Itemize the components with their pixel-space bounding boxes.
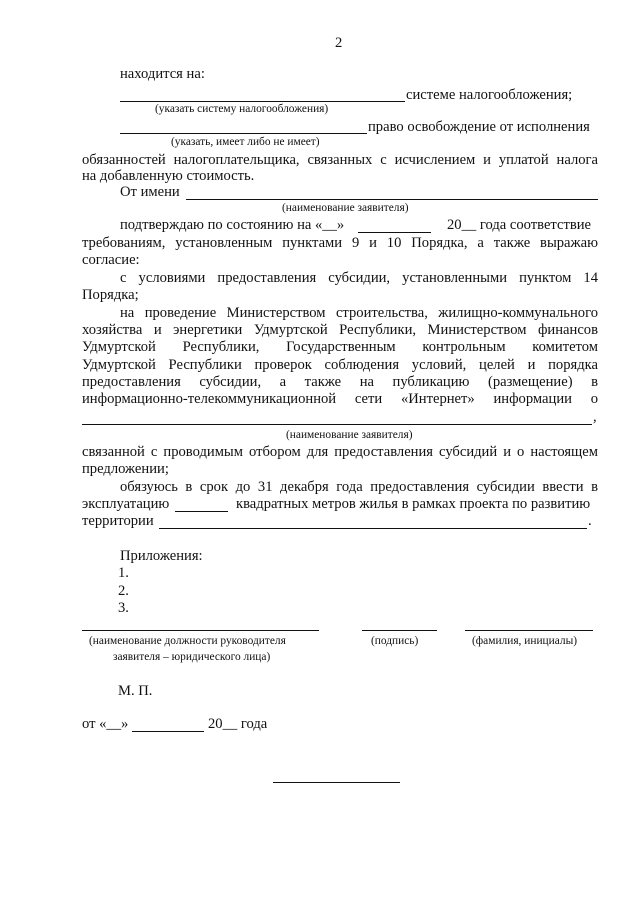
tax-exemption-caption: (указать, имеет либо не имеет) (171, 136, 320, 148)
attachment-item: 2. (118, 583, 129, 599)
stamp-label: М. П. (118, 683, 153, 699)
consent-p1-line-1: с условиями предоставления субсидии, установленными пунктом 14 (120, 270, 598, 286)
consent-p2-line-5: предоставления субсидии, а также на публикацию (размещение) в (82, 374, 598, 390)
attachments-title: Приложения: (120, 548, 203, 564)
consent-p2-line-8: предложении; (82, 461, 169, 477)
consent-p2-line-1: на проведение Министерством строительства, жилищно-коммунального (120, 305, 598, 321)
consent-p2-line-7: связанной с проводимым отбором для предоставления субсидий и о настоящем (82, 444, 598, 460)
confirm-year: 20__ года соответствие (447, 217, 592, 233)
on-behalf-label: От имени (120, 184, 180, 200)
consent-p3-line-2-suffix: квадратных метров жилья в рамках проекта по развитию (236, 496, 591, 512)
consent-p3-line-3-prefix: территории (82, 513, 154, 529)
date-prefix: от «__» (82, 716, 129, 732)
consent-applicant-caption: (наименование заявителя) (286, 429, 413, 441)
signature-caption: (подпись) (371, 635, 419, 647)
area-blank[interactable] (175, 511, 228, 512)
consent-p1-line-2: Порядка; (82, 287, 139, 303)
consent-comma: , (593, 409, 597, 425)
territory-blank[interactable] (159, 528, 587, 529)
position-blank[interactable] (82, 630, 319, 631)
signature-blank[interactable] (362, 630, 437, 631)
position-caption-line-1: (наименование должности руководителя (89, 635, 286, 647)
position-caption-line-2: заявителя – юридического лица) (113, 651, 271, 663)
applicant-name-blank[interactable] (186, 199, 598, 200)
consent-p3-line-2-prefix: эксплуатацию (82, 496, 170, 512)
tax-system-caption: (указать систему налогообложения) (155, 103, 329, 115)
confirm-prefix: подтверждаю по состоянию на «__» (120, 217, 345, 233)
confirm-line-2: требованиям, установленным пунктами 9 и 10 Порядка, а также выражаю (82, 235, 598, 251)
attachment-item: 3. (118, 600, 129, 616)
tax-exemption-blank[interactable] (120, 133, 367, 134)
consent-p2-line-6: информационно-телекоммуникационной сети «Интернет» информации о (82, 391, 598, 407)
tax-system-suffix: системе налогообложения; (406, 87, 573, 103)
date-year: 20__ года (208, 716, 268, 732)
tax-exemption-suffix: право освобождение от исполнения (368, 119, 590, 135)
confirm-date-blank[interactable] (358, 232, 431, 233)
consent-p2-line-4: Удмуртской Республики проверок соблюдения условий, целей и порядка (82, 357, 598, 373)
name-caption: (фамилия, инициалы) (472, 635, 578, 647)
consent-p2-line-3: Удмуртской Республики, Государственным контрольным комитетом (82, 339, 598, 355)
date-blank[interactable] (132, 731, 204, 732)
page-number: 2 (335, 35, 343, 51)
consent-p3-line-1: обязуюсь в срок до 31 декабря года предоставления субсидии ввести в (120, 479, 598, 495)
confirm-line-3: согласие: (82, 252, 140, 268)
tax-cont-line-2: на добавленную стоимость. (82, 168, 255, 184)
applicant-name-caption: (наименование заявителя) (282, 202, 409, 214)
attachment-item: 1. (118, 565, 129, 581)
consent-applicant-blank[interactable] (82, 424, 592, 425)
tax-cont-line-1: обязанностей налогоплательщика, связанных с исчислением и уплатой налога (82, 152, 598, 168)
consent-p3-line-3-end: . (588, 513, 592, 529)
tax-intro: находится на: (120, 66, 205, 82)
name-blank[interactable] (465, 630, 593, 631)
closing-separator (273, 782, 400, 783)
consent-p2-line-2: хозяйства и энергетики Удмуртской Республики, Министерством финансов (82, 322, 598, 338)
